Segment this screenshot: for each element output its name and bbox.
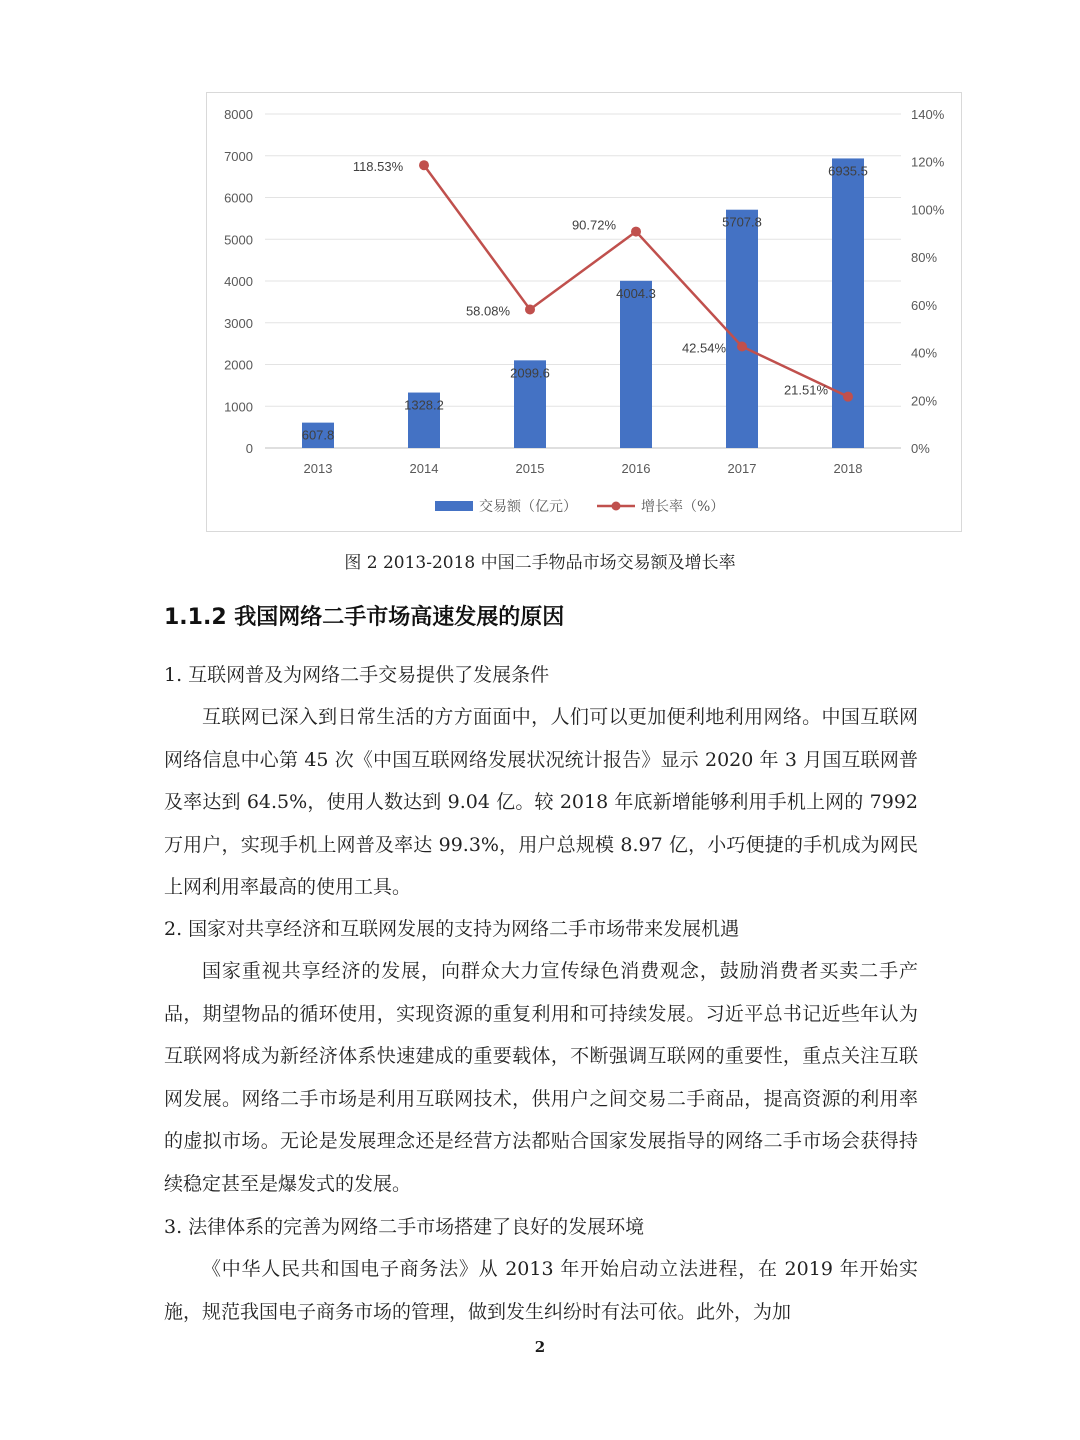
- y-right-tick-label: 40%: [911, 345, 938, 361]
- growth-data-label: 90.72%: [571, 217, 617, 233]
- subsection-heading-3: 3. 法律体系的完善为网络二手市场搭建了良好的发展环境: [164, 1216, 645, 1238]
- growth-point: [737, 342, 747, 352]
- bar: [620, 281, 652, 448]
- bar: [726, 210, 758, 448]
- y-right-tick-label: 60%: [911, 297, 938, 313]
- growth-point: [525, 304, 535, 314]
- y-right-tick-label: 100%: [911, 202, 945, 218]
- chart-container: [206, 92, 962, 532]
- x-tick-label: 2018: [833, 461, 863, 476]
- subsection-heading-1: 1. 互联网普及为网络二手交易提供了发展条件: [164, 664, 550, 686]
- y-right-tick-label: 0%: [911, 441, 930, 456]
- x-tick-label: 2016: [621, 461, 651, 476]
- legend-bar-label: 交易额（亿元）: [479, 499, 577, 515]
- bar-line-chart: [207, 93, 963, 533]
- paragraph-1: 互联网已深入到日常生活的方方面面中，人们可以更加便利地利用网络。中国互联网网络信息中心第 45 次《中国互联网络发展状况统计报告》显示 2020 年 3 月国互联网普及率达到 64.5%，使用人数达到 9.04 亿。较 2018 年底新增能够利用手机上网的 7992 万用户，实现手机上网普及率达 99.3%，用户总规模 8.97 亿，小巧便捷的手机成为网民上网利用率最高的使用工具。: [164, 706, 918, 898]
- bar-data-label: 2099.6: [510, 365, 550, 381]
- bar-data-label: 607.8: [301, 427, 335, 443]
- page-number: 2: [534, 1338, 546, 1356]
- subsection-heading-2: 2. 国家对共享经济和互联网发展的支持为网络二手市场带来发展机遇: [164, 918, 740, 940]
- y-left-tick-label: 4000: [224, 274, 253, 289]
- growth-point: [631, 227, 641, 237]
- y-left-tick-label: 5000: [224, 232, 253, 248]
- section-title: 1.1.2 我国网络二手市场高速发展的原因: [164, 605, 565, 630]
- bar-data-label: 6935.5: [828, 163, 868, 179]
- growth-data-label: 21.51%: [783, 382, 829, 398]
- y-left-tick-label: 6000: [224, 190, 253, 206]
- y-right-tick-label: 140%: [911, 107, 945, 122]
- legend-line-marker: [612, 502, 621, 511]
- figure-caption: 图 2 2013-2018 中国二手物品市场交易额及增长率: [344, 553, 736, 573]
- y-left-tick-label: 3000: [224, 315, 253, 331]
- bar-data-label: 4004.3: [616, 285, 656, 301]
- growth-data-label: 118.53%: [352, 159, 404, 175]
- y-right-tick-label: 120%: [911, 154, 945, 170]
- legend-line-label: 增长率（%）: [641, 499, 725, 515]
- paragraph-3: 《中华人民共和国电子商务法》从 2013 年开始启动立法进程，在 2019 年开始实施，规范我国电子商务市场的管理，做到发生纠纷时有法可依。此外，为加: [164, 1258, 918, 1323]
- y-left-tick-label: 8000: [224, 107, 253, 122]
- growth-data-label: 42.54%: [681, 340, 727, 356]
- y-left-tick-label: 7000: [224, 148, 253, 164]
- x-tick-label: 2017: [727, 461, 757, 476]
- y-left-tick-label: 0: [245, 441, 253, 456]
- bar-data-label: 1328.2: [404, 397, 444, 413]
- x-tick-label: 2014: [409, 461, 439, 476]
- y-left-tick-label: 2000: [224, 357, 253, 373]
- bar-data-label: 5707.8: [722, 214, 762, 230]
- growth-point: [843, 392, 853, 402]
- growth-data-label: 58.08%: [465, 303, 511, 319]
- x-tick-label: 2015: [515, 461, 545, 476]
- bar: [832, 158, 864, 448]
- legend-bar-swatch: [435, 501, 473, 511]
- x-tick-label: 2013: [303, 461, 333, 476]
- y-left-tick-label: 1000: [224, 399, 253, 415]
- paragraph-2: 国家重视共享经济的发展，向群众大力宣传绿色消费观念，鼓励消费者买卖二手产品，期望物品的循环使用，实现资源的重复利用和可持续发展。习近平总书记近些年认为互联网将成为新经济体系快速建成的重要载体，不断强调互联网的重要性，重点关注互联网发展。网络二手市场是利用互联网技术，供用户之间交易二手商品，提高资源的利用率的虚拟市场。无论是发展理念还是经营方法都贴合国家发展指导的网络二手市场会获得持续稳定甚至是爆发式的发展。: [164, 960, 918, 1195]
- y-right-tick-label: 20%: [911, 393, 938, 409]
- y-right-tick-label: 80%: [911, 250, 938, 266]
- growth-point: [419, 160, 429, 170]
